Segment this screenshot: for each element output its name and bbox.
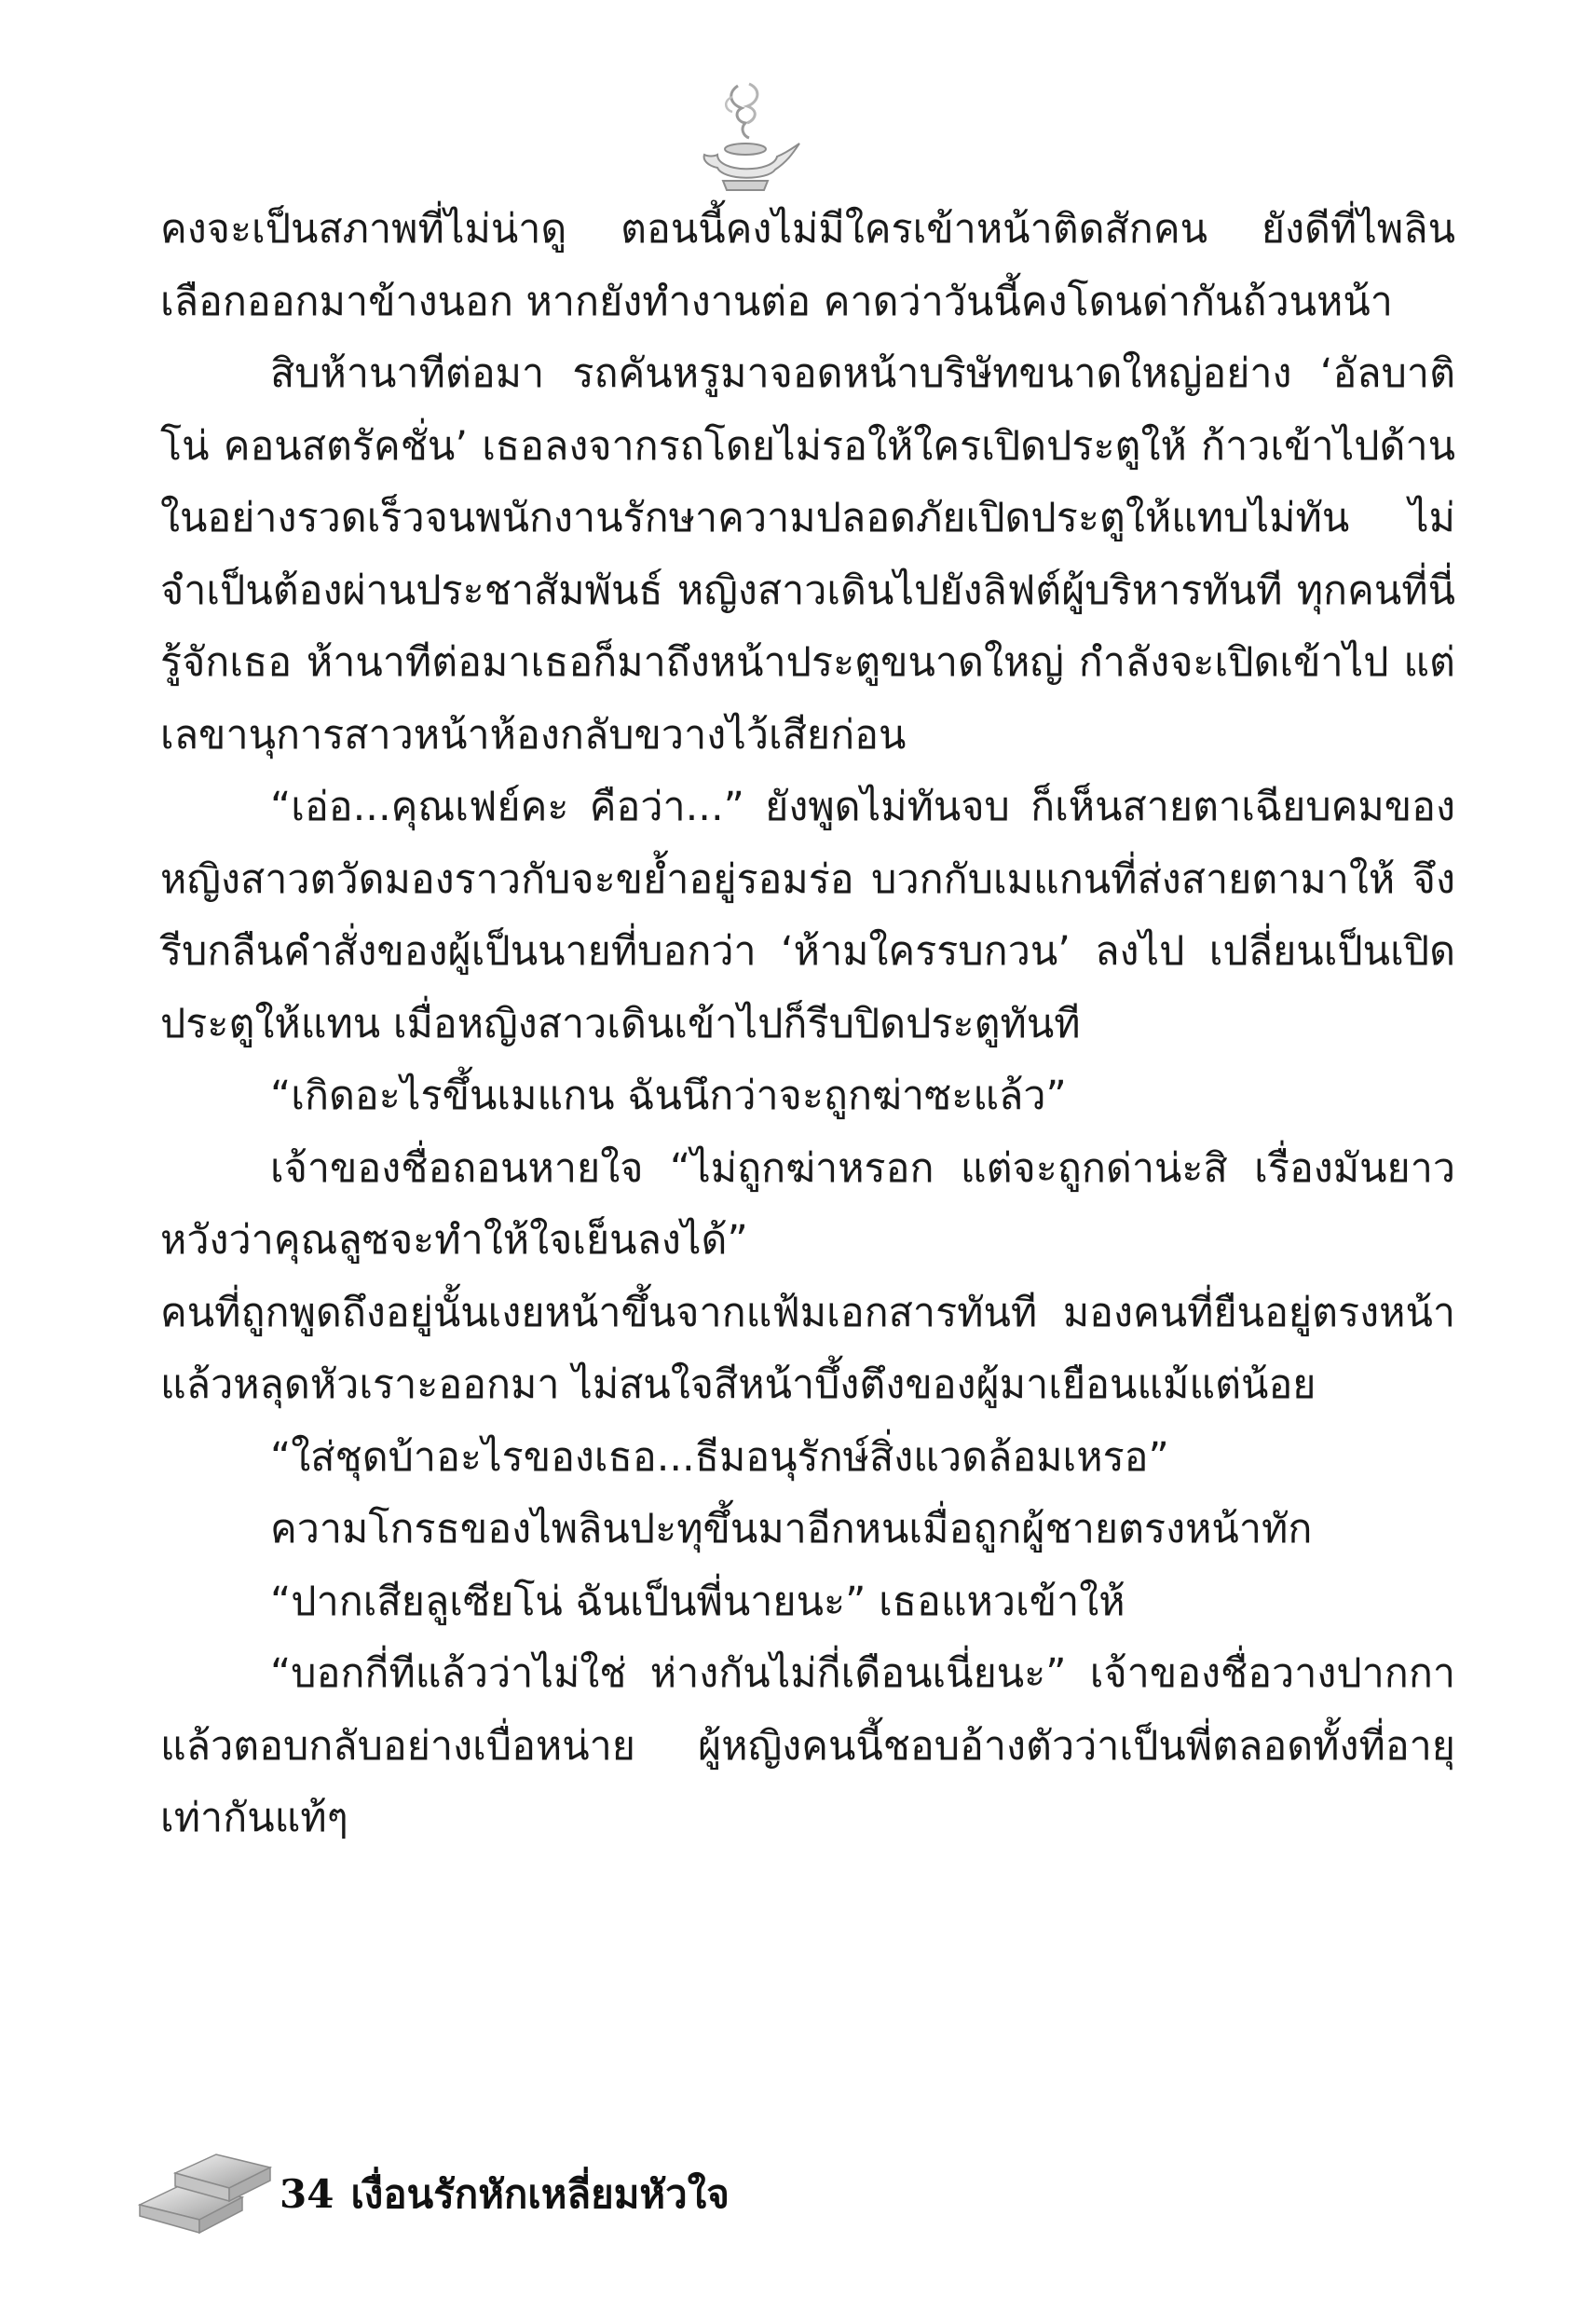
body-text: [160, 194, 1455, 1855]
paragraph: “ใส่ชุดบ้าอะไรของเธอ...ธีมอนุรักษ์สิ่งแวดล้อมเหรอ”: [270, 1433, 1169, 1481]
paragraph: ความโกรธของไพลินปะทุขึ้นมาอีกหนเมื่อถูกผู้ชายตรงหน้าทัก: [270, 1506, 1313, 1552]
footer-label: [280, 2164, 730, 2225]
paragraph: เจ้าของชื่อถอนหายใจ “ไม่ถูกฆ่าหรอก แต่จะถูกด่าน่ะสิ เรื่องมันยาว หวังว่าคุณลูซจะทำให้ใจเย็นลงได้”: [160, 1144, 1455, 1264]
book-title: เงื่อนรักหักเหลี่ยมหัวใจ: [350, 2171, 730, 2217]
page-number: 34: [280, 2171, 334, 2217]
genie-lamp-icon: [689, 76, 801, 198]
paragraph: “บอกกี่ทีแล้วว่าไม่ใช่ ห่างกันไม่กี่เดือนเนี่ยนะ” เจ้าของชื่อวางปากกาแล้วตอบกลับอย่างเบื่อหน่าย ผู้หญิงคนนี้ชอบอ้างตัวว่าเป็นพี่ตลอดทั้งที่อายุเท่ากันแท้ๆ: [160, 1650, 1455, 1841]
paragraph: คนที่ถูกพูดถึงอยู่นั้นเงยหน้าขึ้นจากแฟ้มเอกสารทันที มองคนที่ยืนอยู่ตรงหน้าแล้วหลุดหัวเราะออกมา ไม่สนใจสีหน้าบึ้งตึงของผู้มาเยือนแม้แต่น้อย: [160, 1289, 1455, 1408]
paragraph: คงจะเป็นสภาพที่ไม่น่าดู ตอนนี้คงไม่มีใครเข้าหน้าติดสักคน ยังดีที่ไพลินเลือกออกมาข้างนอก หากยังทำงานต่อ คาดว่าวันนี้คงโดนด่ากันถ้วนหน้า: [160, 206, 1455, 325]
paragraph: “เอ่อ...คุณเฟย์คะ คือว่า...” ยังพูดไม่ทันจบ ก็เห็นสายตาเฉียบคมของหญิงสาวตวัดมองราวกับจะขย้ำอยู่รอมร่อ บวกกับเมแกนที่ส่งสายตามาให้ จึงรีบกลืนคำสั่งของผู้เป็นนายที่บอกว่า ‘ห้ามใครรบกวน’ ลงไป เปลี่ยนเป็นเปิดประตูให้แทน เมื่อหญิงสาวเดินเข้าไปก็รีบปิดประตูทันที: [160, 784, 1455, 1047]
page-footer: [130, 2115, 783, 2255]
paragraph: สิบห้านาทีต่อมา รถคันหรูมาจอดหน้าบริษัทขนาดใหญ่อย่าง ‘อัลบาติโน่ คอนสตรัคชั่น’ เธอลงจากรถโดยไม่รอให้ใครเปิดประตูให้ ก้าวเข้าไปด้านในอย่างรวดเร็วจนพนักงานรักษาความปลอดภัยเปิดประตูให้แทบไม่ทัน ไม่จำเป็นต้องผ่านประชาสัมพันธ์ หญิงสาวเดินไปยังลิฟต์ผู้บริหารทันที ทุกคนที่นี่รู้จักเธอ ห้านาทีต่อมาเธอก็มาถึงหน้าประตูขนาดใหญ่ กำลังจะเปิดเข้าไป แต่เลขานุการสาวหน้าห้องกลับขวางไว้เสียก่อน: [160, 350, 1455, 759]
gold-bars-icon: [130, 2115, 280, 2246]
paragraph: “เกิดอะไรขึ้นเมแกน ฉันนึกว่าจะถูกฆ่าซะแล้ว”: [270, 1073, 1067, 1119]
paragraph: “ปากเสียลูเซียโน่ ฉันเป็นพี่นายนะ” เธอแหวเข้าให้: [270, 1578, 1125, 1625]
